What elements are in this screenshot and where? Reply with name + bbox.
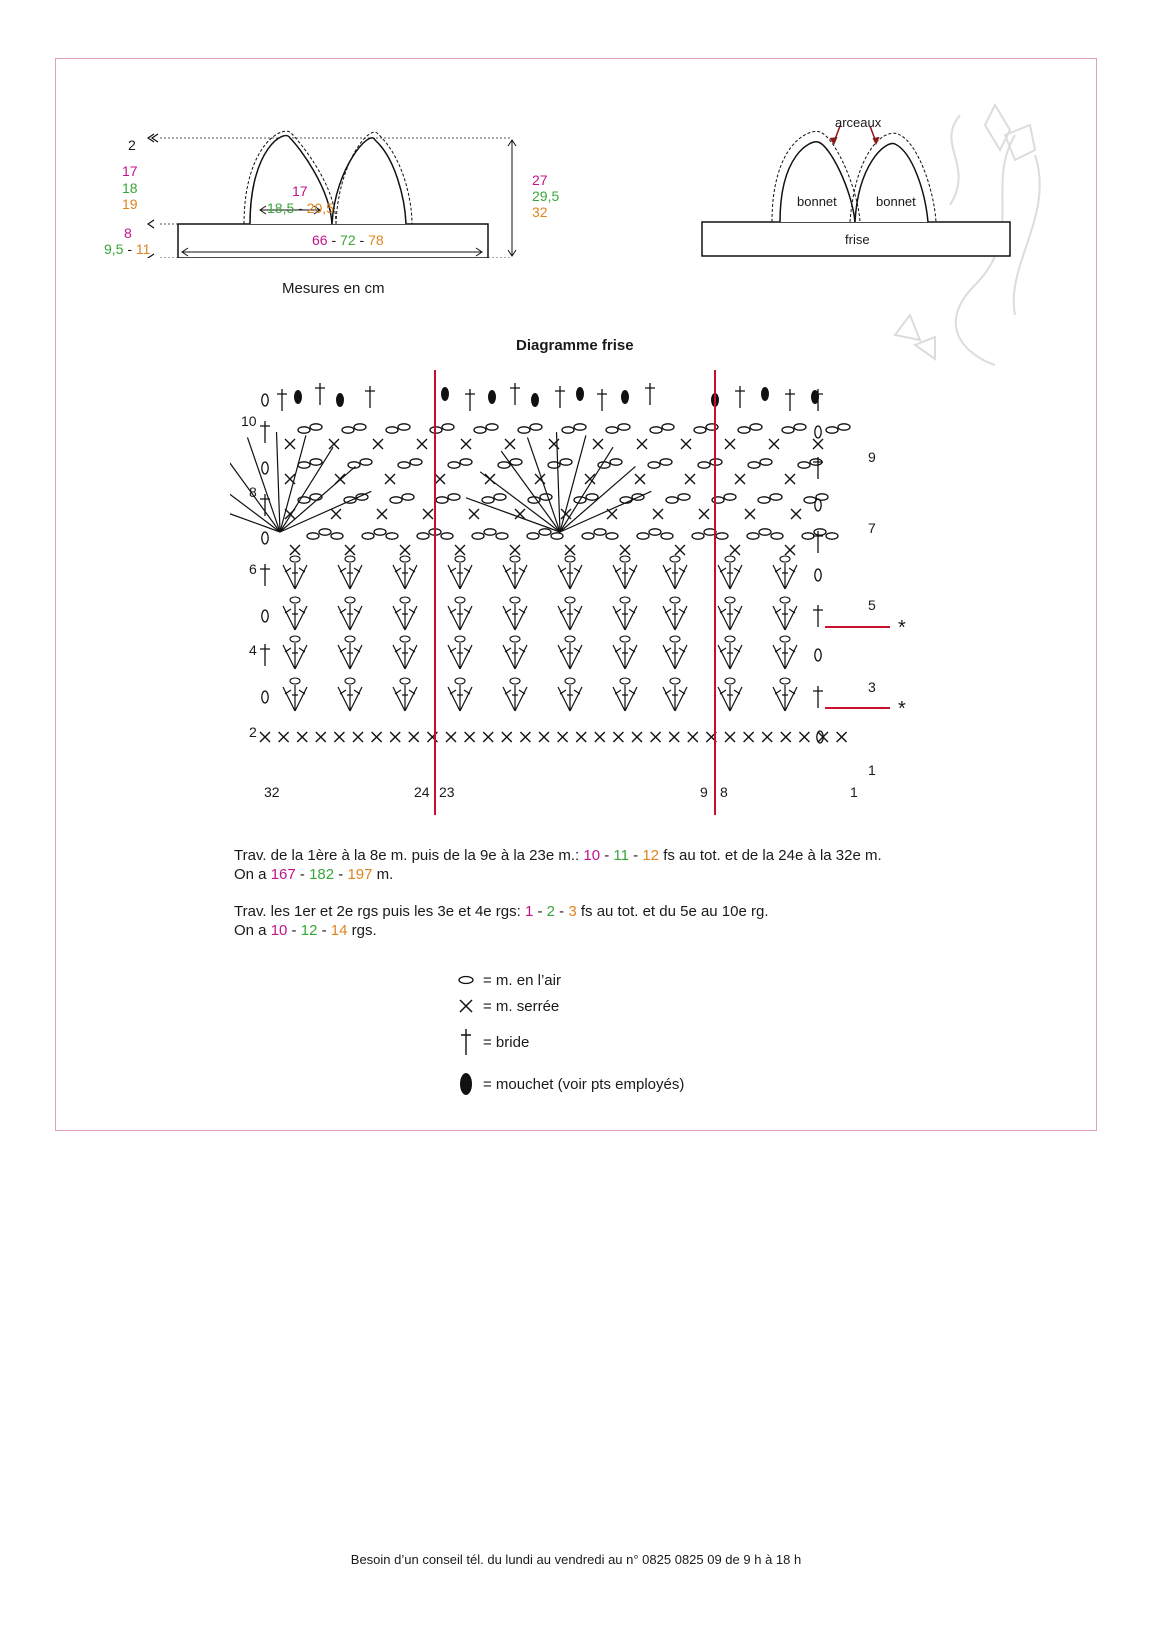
chain-stitch-symbol	[606, 427, 618, 433]
chain-stitch-symbol	[510, 459, 522, 465]
fan-stitch-group	[393, 678, 417, 711]
picot-symbol	[488, 390, 496, 404]
chain-stitch-symbol	[527, 533, 539, 539]
single-crochet-symbol	[465, 732, 475, 742]
fan-stitch-group	[773, 678, 797, 711]
edge-stitch-symbol	[813, 531, 823, 553]
row-label-2: 2	[249, 724, 257, 740]
edge-stitch-symbol	[260, 421, 270, 443]
double-crochet-symbol	[555, 386, 565, 408]
single-crochet-symbol	[785, 474, 795, 484]
chain-stitch-symbol	[804, 497, 816, 503]
legend-item-single-crochet: = m. serrée	[455, 994, 559, 1018]
label-arceaux: arceaux	[835, 115, 882, 130]
picot-icon	[455, 1071, 477, 1097]
picot-symbol	[621, 390, 629, 404]
single-crochet-symbol	[744, 732, 754, 742]
instruction-stitches	[234, 846, 882, 884]
legend-item-chain: = m. en l’air	[455, 968, 561, 992]
fan-stitch-group	[283, 636, 307, 669]
chain-stitch-symbol	[560, 459, 572, 465]
single-crochet-symbol	[675, 545, 685, 555]
chain-stitch-symbol	[398, 424, 410, 430]
measure-bonnet-height-1: 17	[122, 163, 138, 179]
row-label-9: 9	[868, 449, 876, 465]
edge-stitch-symbol	[813, 605, 823, 627]
picot-symbol	[294, 390, 302, 404]
single-crochet-symbol	[730, 545, 740, 555]
chain-stitch-symbol	[694, 427, 706, 433]
single-crochet-symbol	[595, 732, 605, 742]
chain-stitch-symbol	[574, 424, 586, 430]
single-crochet-symbol	[385, 474, 395, 484]
single-crochet-symbol	[613, 732, 623, 742]
fan-stitch-group	[558, 597, 582, 630]
single-crochet-symbol	[565, 545, 575, 555]
picot-symbol	[531, 393, 539, 407]
single-crochet-symbol	[373, 439, 383, 449]
label-bonnet-left: bonnet	[797, 194, 837, 209]
chain-stitch-symbol	[298, 462, 310, 468]
chain-stitch-symbol	[759, 529, 771, 535]
chain-stitch-symbol	[678, 494, 690, 500]
chain-stitch-symbol	[386, 427, 398, 433]
fan-stitch-group	[773, 556, 797, 589]
chain-stitch-icon	[455, 975, 477, 985]
edge-stitch-symbol	[262, 691, 268, 703]
row-label-4: 4	[249, 642, 257, 658]
footer-help-line: Besoin d’un conseil tél. du lundi au vendredi au n° 0825 0825 09 de 9 h à 18 h	[350, 1552, 802, 1567]
edge-stitch-symbol	[260, 564, 270, 586]
chain-stitch-symbol	[551, 533, 563, 539]
fan-stitch-group	[448, 636, 472, 669]
edge-stitch-symbol	[262, 610, 268, 622]
single-crochet-symbol	[461, 439, 471, 449]
fan-stitch-group	[613, 678, 637, 711]
double-crochet-symbol	[645, 383, 655, 405]
chain-stitch-symbol	[448, 494, 460, 500]
single-crochet-symbol	[785, 545, 795, 555]
stitch-number-32: 32	[264, 784, 280, 800]
single-crochet-symbol	[837, 732, 847, 742]
chain-stitch-symbol	[747, 533, 759, 539]
measure-frise-height-1: 8	[124, 225, 132, 241]
double-crochet-symbol	[735, 386, 745, 408]
chain-stitch-symbol	[539, 529, 551, 535]
chain-stitch-symbol	[724, 494, 736, 500]
edge-stitch-symbol	[262, 394, 268, 406]
fan-stitch-group	[503, 636, 527, 669]
fan-stitch-group	[718, 556, 742, 589]
fan-stitch-group	[613, 636, 637, 669]
single-crochet-symbol	[725, 732, 735, 742]
single-crochet-symbol	[699, 509, 709, 519]
chain-stitch-symbol	[310, 424, 322, 430]
single-crochet-symbol	[813, 439, 823, 449]
chain-stitch-symbol	[618, 424, 630, 430]
single-crochet-symbol	[329, 439, 339, 449]
single-crochet-symbol	[455, 545, 465, 555]
chain-stitch-symbol	[398, 462, 410, 468]
single-crochet-symbol	[632, 732, 642, 742]
chain-stitch-symbol	[802, 533, 814, 539]
chain-stitch-symbol	[518, 427, 530, 433]
chain-stitch-symbol	[594, 529, 606, 535]
chain-stitch-symbol	[562, 427, 574, 433]
single-crochet-symbol	[400, 545, 410, 555]
chain-stitch-symbol	[496, 533, 508, 539]
chain-stitch-symbol	[648, 462, 660, 468]
single-crochet-symbol	[297, 732, 307, 742]
fan-stitch-group	[448, 556, 472, 589]
measure-frise-width: 66 - 72 - 78	[312, 232, 384, 248]
single-crochet-symbol	[285, 439, 295, 449]
fan-stitch-group	[663, 597, 687, 630]
fan-stitch-group	[663, 556, 687, 589]
fan-stitch-group	[718, 678, 742, 711]
single-crochet-symbol	[669, 732, 679, 742]
instruction-rows-line2: On a 10 - 12 - 14 rgs.	[234, 922, 377, 939]
stitch-number-1: 1	[850, 784, 858, 800]
chain-stitch-symbol	[472, 533, 484, 539]
edge-stitch-symbol	[260, 644, 270, 666]
single-crochet-symbol	[423, 509, 433, 519]
row-label-1: 1	[868, 762, 876, 778]
row-label-3: 3	[868, 679, 876, 695]
chain-stitch-symbol	[798, 462, 810, 468]
single-crochet-symbol	[791, 509, 801, 519]
picot-symbol	[441, 387, 449, 401]
fan-stitch-group	[338, 597, 362, 630]
fan-stitch-group	[283, 556, 307, 589]
chain-stitch-symbol	[494, 494, 506, 500]
single-crochet-symbol	[505, 439, 515, 449]
single-crochet-symbol	[260, 732, 270, 742]
chain-stitch-symbol	[298, 427, 310, 433]
chain-stitch-symbol	[794, 424, 806, 430]
chain-stitch-symbol	[637, 533, 649, 539]
chain-stitch-symbol	[441, 533, 453, 539]
single-crochet-symbol	[345, 545, 355, 555]
row-label-10: 10	[241, 413, 257, 429]
fan-stitch-group	[448, 678, 472, 711]
instruction-stitches-line1: Trav. de la 1ère à la 8e m. puis de la 9e à la 23e m.: 10 - 11 - 12 fs au tot. et de la 24e à la 32e m.	[234, 847, 882, 864]
fan-stitch-group	[503, 678, 527, 711]
single-crochet-symbol	[620, 545, 630, 555]
chain-stitch-symbol	[448, 462, 460, 468]
diagram-title: Diagramme frise	[516, 337, 634, 354]
single-crochet-symbol	[735, 474, 745, 484]
chain-stitch-symbol	[586, 494, 598, 500]
double-crochet-symbol	[510, 383, 520, 405]
label-frise: frise	[845, 232, 870, 247]
chain-stitch-symbol	[758, 497, 770, 503]
measure-total-height-1: 27	[532, 172, 548, 188]
edge-stitch-symbol	[815, 426, 821, 438]
fan-stitch-group	[503, 597, 527, 630]
double-crochet-symbol	[785, 389, 795, 411]
chain-stitch-symbol	[770, 494, 782, 500]
single-crochet-symbol	[651, 732, 661, 742]
chain-stitch-symbol	[712, 497, 724, 503]
single-crochet-symbol	[316, 732, 326, 742]
picot-symbol	[576, 387, 584, 401]
chain-stitch-symbol	[750, 424, 762, 430]
edge-stitch-symbol	[815, 569, 821, 581]
row-label-8: 8	[249, 484, 257, 500]
instruction-rows-line1: Trav. les 1er et 2e rgs puis les 3e et 4e rgs: 1 - 2 - 3 fs au tot. et du 5e au 10e rg.	[234, 903, 769, 920]
chain-stitch-symbol	[660, 459, 672, 465]
legend-item-picot: = mouchet (voir pts employés)	[455, 1072, 684, 1096]
double-crochet-symbol	[277, 389, 287, 411]
edge-stitch-symbol	[813, 686, 823, 708]
measure-top-gap: 2	[128, 137, 136, 153]
single-crochet-symbol	[435, 474, 445, 484]
instruction-stitches-line2: On a 167 - 182 - 197 m.	[234, 866, 394, 883]
single-crochet-symbol	[409, 732, 419, 742]
single-crochet-symbol	[685, 474, 695, 484]
single-crochet-symbol	[653, 509, 663, 519]
chain-stitch-symbol	[649, 529, 661, 535]
chain-stitch-symbol	[486, 424, 498, 430]
single-crochet-symbol	[446, 732, 456, 742]
chain-stitch-symbol	[760, 459, 772, 465]
measure-total-height-2: 29,5	[532, 188, 560, 204]
single-crochet-symbol	[576, 732, 586, 742]
single-crochet-symbol	[688, 732, 698, 742]
double-crochet-symbol	[365, 386, 375, 408]
chain-stitch-symbol	[610, 459, 622, 465]
single-crochet-symbol	[762, 732, 772, 742]
single-crochet-symbol	[725, 439, 735, 449]
chain-stitch-symbol	[666, 497, 678, 503]
chain-stitch-symbol	[484, 529, 496, 535]
chain-stitch-symbol	[319, 529, 331, 535]
single-crochet-symbol	[539, 732, 549, 742]
picot-symbol	[336, 393, 344, 407]
fan-stitch-group	[718, 597, 742, 630]
fan-stitch-group	[718, 636, 742, 669]
chain-stitch-symbol	[748, 462, 760, 468]
chain-stitch-symbol	[540, 494, 552, 500]
measure-bonnet-width-top: 17	[292, 183, 308, 199]
single-crochet-symbol	[377, 509, 387, 519]
single-crochet-symbol	[745, 509, 755, 519]
fan-stitch-group	[558, 556, 582, 589]
legend-item-double-crochet: = bride	[455, 1030, 529, 1054]
chain-stitch-symbol	[661, 533, 673, 539]
row-label-6: 6	[249, 561, 257, 577]
chain-stitch-symbol	[417, 533, 429, 539]
single-crochet-symbol	[681, 439, 691, 449]
single-crochet-symbol	[510, 545, 520, 555]
single-crochet-symbol	[353, 732, 363, 742]
fan-stitch-group	[393, 556, 417, 589]
fan-stitch-group	[503, 556, 527, 589]
chain-stitch-symbol	[390, 497, 402, 503]
chain-stitch-symbol	[354, 424, 366, 430]
chain-stitch-symbol	[360, 459, 372, 465]
chain-stitch-symbol	[410, 459, 422, 465]
fan-stitch-group	[338, 556, 362, 589]
chain-stitch-symbol	[826, 427, 838, 433]
chain-stitch-symbol	[362, 533, 374, 539]
chain-stitch-symbol	[814, 529, 826, 535]
repeat-star-1: *	[898, 617, 906, 639]
measure-bonnet-height-3: 19	[122, 196, 138, 212]
measure-total-height-3: 32	[532, 204, 548, 220]
repeat-star-2: *	[898, 698, 906, 720]
chain-stitch-symbol	[716, 533, 728, 539]
chain-stitch-symbol	[706, 424, 718, 430]
chain-stitch-symbol	[738, 427, 750, 433]
fan-stitch-group	[773, 597, 797, 630]
edge-stitch-symbol	[262, 532, 268, 544]
chain-stitch-symbol	[692, 533, 704, 539]
single-crochet-symbol	[502, 732, 512, 742]
stitch-number-9: 9	[700, 784, 708, 800]
single-crochet-symbol	[483, 732, 493, 742]
fan-stitch-group	[338, 678, 362, 711]
single-crochet-symbol	[372, 732, 382, 742]
single-crochet-symbol	[469, 509, 479, 519]
fan-stitch-group	[338, 636, 362, 669]
chain-stitch-symbol	[838, 424, 850, 430]
single-crochet-symbol	[334, 732, 344, 742]
chain-stitch-symbol	[530, 424, 542, 430]
single-crochet-symbol	[781, 732, 791, 742]
stitch-number-23: 23	[439, 784, 455, 800]
single-crochet-symbol	[417, 439, 427, 449]
edge-stitch-symbol	[262, 462, 268, 474]
single-crochet-symbol	[637, 439, 647, 449]
chain-stitch-symbol	[342, 427, 354, 433]
chain-stitch-symbol	[474, 427, 486, 433]
fan-stitch-group	[773, 636, 797, 669]
fan-stitch-group	[448, 597, 472, 630]
single-crochet-icon	[455, 998, 477, 1014]
chain-stitch-symbol	[771, 533, 783, 539]
chain-stitch-symbol	[826, 533, 838, 539]
fan-stitch-group	[663, 678, 687, 711]
measures-caption: Mesures en cm	[282, 280, 385, 297]
chain-stitch-symbol	[374, 529, 386, 535]
double-crochet-symbol	[597, 389, 607, 411]
instruction-rows	[234, 902, 769, 940]
chain-stitch-symbol	[442, 424, 454, 430]
single-crochet-symbol	[769, 439, 779, 449]
crochet-chart	[230, 370, 930, 820]
single-crochet-symbol	[520, 732, 530, 742]
edge-stitch-symbol	[815, 649, 821, 661]
chain-stitch-symbol	[650, 427, 662, 433]
row-label-7: 7	[868, 520, 876, 536]
double-crochet-symbol	[465, 389, 475, 411]
single-crochet-symbol	[290, 545, 300, 555]
chain-stitch-symbol	[310, 459, 322, 465]
chain-stitch-symbol	[307, 533, 319, 539]
single-crochet-symbol	[331, 509, 341, 519]
single-crochet-symbol	[799, 732, 809, 742]
chain-stitch-symbol	[498, 462, 510, 468]
chain-stitch-symbol	[606, 533, 618, 539]
row-label-5: 5	[868, 597, 876, 613]
chain-stitch-symbol	[698, 462, 710, 468]
fan-stitch-group	[613, 597, 637, 630]
double-crochet-icon	[455, 1028, 477, 1056]
chain-stitch-symbol	[482, 497, 494, 503]
single-crochet-symbol	[593, 439, 603, 449]
measure-bonnet-width-bottom: 18,5 - 20,5	[267, 200, 334, 216]
chain-stitch-symbol	[436, 497, 448, 503]
chain-stitch-symbol	[331, 533, 343, 539]
fan-stitch-group	[558, 678, 582, 711]
edge-stitch-symbol	[815, 499, 821, 511]
fan-stitch-group	[393, 597, 417, 630]
chain-stitch-symbol	[662, 424, 674, 430]
single-crochet-symbol	[635, 474, 645, 484]
single-crochet-symbol	[558, 732, 568, 742]
measure-frise-height-23: 9,5 - 11	[104, 241, 151, 257]
chain-stitch-symbol	[782, 427, 794, 433]
chain-stitch-symbol	[582, 533, 594, 539]
fan-stitch-group	[613, 556, 637, 589]
single-crochet-symbol	[279, 732, 289, 742]
chain-stitch-symbol	[460, 459, 472, 465]
measure-bonnet-height-2: 18	[122, 180, 138, 196]
fan-stitch-group	[663, 636, 687, 669]
stitch-number-8: 8	[720, 784, 728, 800]
fan-stitch-group	[558, 636, 582, 669]
fan-stitch-group	[283, 678, 307, 711]
picot-symbol	[761, 387, 769, 401]
chain-stitch-symbol	[402, 494, 414, 500]
fan-stitch-group	[393, 636, 417, 669]
fan-stitch-group	[283, 597, 307, 630]
label-bonnet-right: bonnet	[876, 194, 916, 209]
single-crochet-symbol	[390, 732, 400, 742]
double-crochet-symbol	[315, 383, 325, 405]
chain-stitch-symbol	[386, 533, 398, 539]
stitch-number-24: 24	[414, 784, 430, 800]
